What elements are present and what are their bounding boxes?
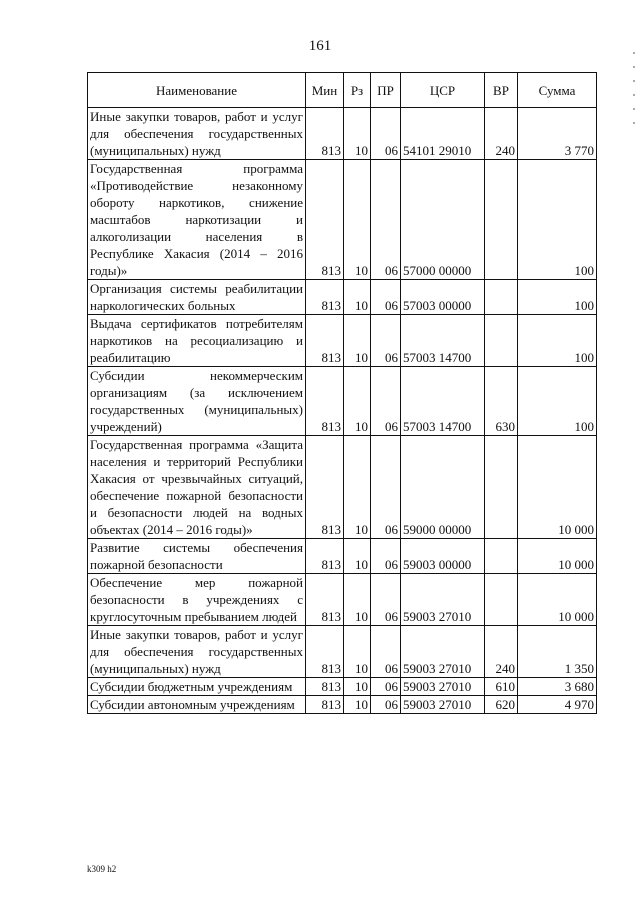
table-row — [88, 367, 597, 436]
row-csr: 54101 29010 — [401, 108, 485, 160]
row-pr: 06 — [371, 160, 401, 280]
budget-table — [87, 72, 597, 714]
row-sum: 10 000 — [518, 436, 597, 539]
row-csr: 59003 27010 — [401, 696, 485, 714]
row-vr — [485, 280, 518, 315]
row-csr: 59000 00000 — [401, 436, 485, 539]
row-name: Развитие системы обеспечения пожарной безопасности — [88, 539, 306, 574]
row-vr — [485, 315, 518, 367]
row-name: Государственная программа «Противодействие незаконному обороту наркотиков, снижение масштабов наркотизации и алкоголизации населения в Республике Хакасия (2014 – 2016 годы)» — [88, 160, 306, 280]
row-rz: 10 — [344, 436, 371, 539]
row-pr: 06 — [371, 436, 401, 539]
footer-code: k309 h2 — [87, 864, 117, 874]
row-name: Субсидии бюджетным учреждениям — [88, 678, 306, 696]
row-min: 813 — [306, 160, 344, 280]
header-csr: ЦСР — [401, 73, 485, 108]
row-rz: 10 — [344, 678, 371, 696]
scan-edge-marks — [630, 40, 638, 860]
header-min: Мин — [306, 73, 344, 108]
table-row — [88, 160, 597, 280]
row-rz: 10 — [344, 696, 371, 714]
row-csr: 57000 00000 — [401, 160, 485, 280]
row-rz: 10 — [344, 280, 371, 315]
row-csr: 59003 00000 — [401, 539, 485, 574]
row-rz: 10 — [344, 574, 371, 626]
row-vr — [485, 539, 518, 574]
row-sum: 100 — [518, 160, 597, 280]
row-rz: 10 — [344, 160, 371, 280]
row-sum: 3 770 — [518, 108, 597, 160]
row-name: Иные закупки товаров, работ и услуг для обеспечения государственных (муниципальных) нужд — [88, 108, 306, 160]
row-csr: 59003 27010 — [401, 678, 485, 696]
row-vr: 610 — [485, 678, 518, 696]
row-pr: 06 — [371, 574, 401, 626]
row-csr: 57003 14700 — [401, 367, 485, 436]
row-vr — [485, 436, 518, 539]
row-pr: 06 — [371, 280, 401, 315]
row-csr: 57003 00000 — [401, 280, 485, 315]
row-sum: 10 000 — [518, 574, 597, 626]
header-vr: ВР — [485, 73, 518, 108]
row-name: Иные закупки товаров, работ и услуг для обеспечения государственных (муниципальных) нужд — [88, 626, 306, 678]
row-min: 813 — [306, 280, 344, 315]
table-row — [88, 626, 597, 678]
row-name: Субсидии автономным учреждениям — [88, 696, 306, 714]
row-sum: 3 680 — [518, 678, 597, 696]
table-row — [88, 436, 597, 539]
row-vr: 240 — [485, 108, 518, 160]
row-rz: 10 — [344, 315, 371, 367]
row-vr: 630 — [485, 367, 518, 436]
row-pr: 06 — [371, 696, 401, 714]
row-rz: 10 — [344, 626, 371, 678]
row-pr: 06 — [371, 315, 401, 367]
header-pr: ПР — [371, 73, 401, 108]
row-min: 813 — [306, 626, 344, 678]
row-name: Обеспечение мер пожарной безопасности в учреждениях с круглосуточным пребыванием людей — [88, 574, 306, 626]
row-min: 813 — [306, 367, 344, 436]
row-vr: 240 — [485, 626, 518, 678]
row-csr: 57003 14700 — [401, 315, 485, 367]
row-name: Субсидии некоммерческим организациям (за исключением государственных (муниципальных) учреждений) — [88, 367, 306, 436]
row-vr — [485, 160, 518, 280]
table-row — [88, 108, 597, 160]
row-pr: 06 — [371, 367, 401, 436]
table-row — [88, 696, 597, 714]
row-rz: 10 — [344, 539, 371, 574]
row-sum: 100 — [518, 367, 597, 436]
row-sum: 10 000 — [518, 539, 597, 574]
row-pr: 06 — [371, 626, 401, 678]
header-row — [88, 73, 597, 108]
table-row — [88, 574, 597, 626]
header-sum: Сумма — [518, 73, 597, 108]
row-rz: 10 — [344, 108, 371, 160]
page-number: 161 — [308, 38, 332, 54]
row-pr: 06 — [371, 539, 401, 574]
row-min: 813 — [306, 574, 344, 626]
table-row — [88, 280, 597, 315]
row-vr — [485, 574, 518, 626]
row-name: Организация системы реабилитации наркологических больных — [88, 280, 306, 315]
row-sum: 100 — [518, 315, 597, 367]
row-name: Государственная программа «Защита населения и территорий Республики Хакасия от чрезвычайных ситуаций, обеспечение пожарной безопасности и безопасности людей на водных объектах (2014 – 2016 годы)» — [88, 436, 306, 539]
table-row — [88, 539, 597, 574]
row-csr: 59003 27010 — [401, 574, 485, 626]
row-pr: 06 — [371, 678, 401, 696]
row-min: 813 — [306, 436, 344, 539]
row-sum: 4 970 — [518, 696, 597, 714]
row-sum: 100 — [518, 280, 597, 315]
row-min: 813 — [306, 315, 344, 367]
row-min: 813 — [306, 539, 344, 574]
row-min: 813 — [306, 108, 344, 160]
header-rz: Рз — [344, 73, 371, 108]
row-min: 813 — [306, 678, 344, 696]
row-min: 813 — [306, 696, 344, 714]
row-vr: 620 — [485, 696, 518, 714]
header-name: Наименование — [88, 73, 306, 108]
row-rz: 10 — [344, 367, 371, 436]
table-row — [88, 678, 597, 696]
row-pr: 06 — [371, 108, 401, 160]
row-csr: 59003 27010 — [401, 626, 485, 678]
row-name: Выдача сертификатов потребителям наркотиков на ресоциализацию и реабилитацию — [88, 315, 306, 367]
row-sum: 1 350 — [518, 626, 597, 678]
table-row — [88, 315, 597, 367]
